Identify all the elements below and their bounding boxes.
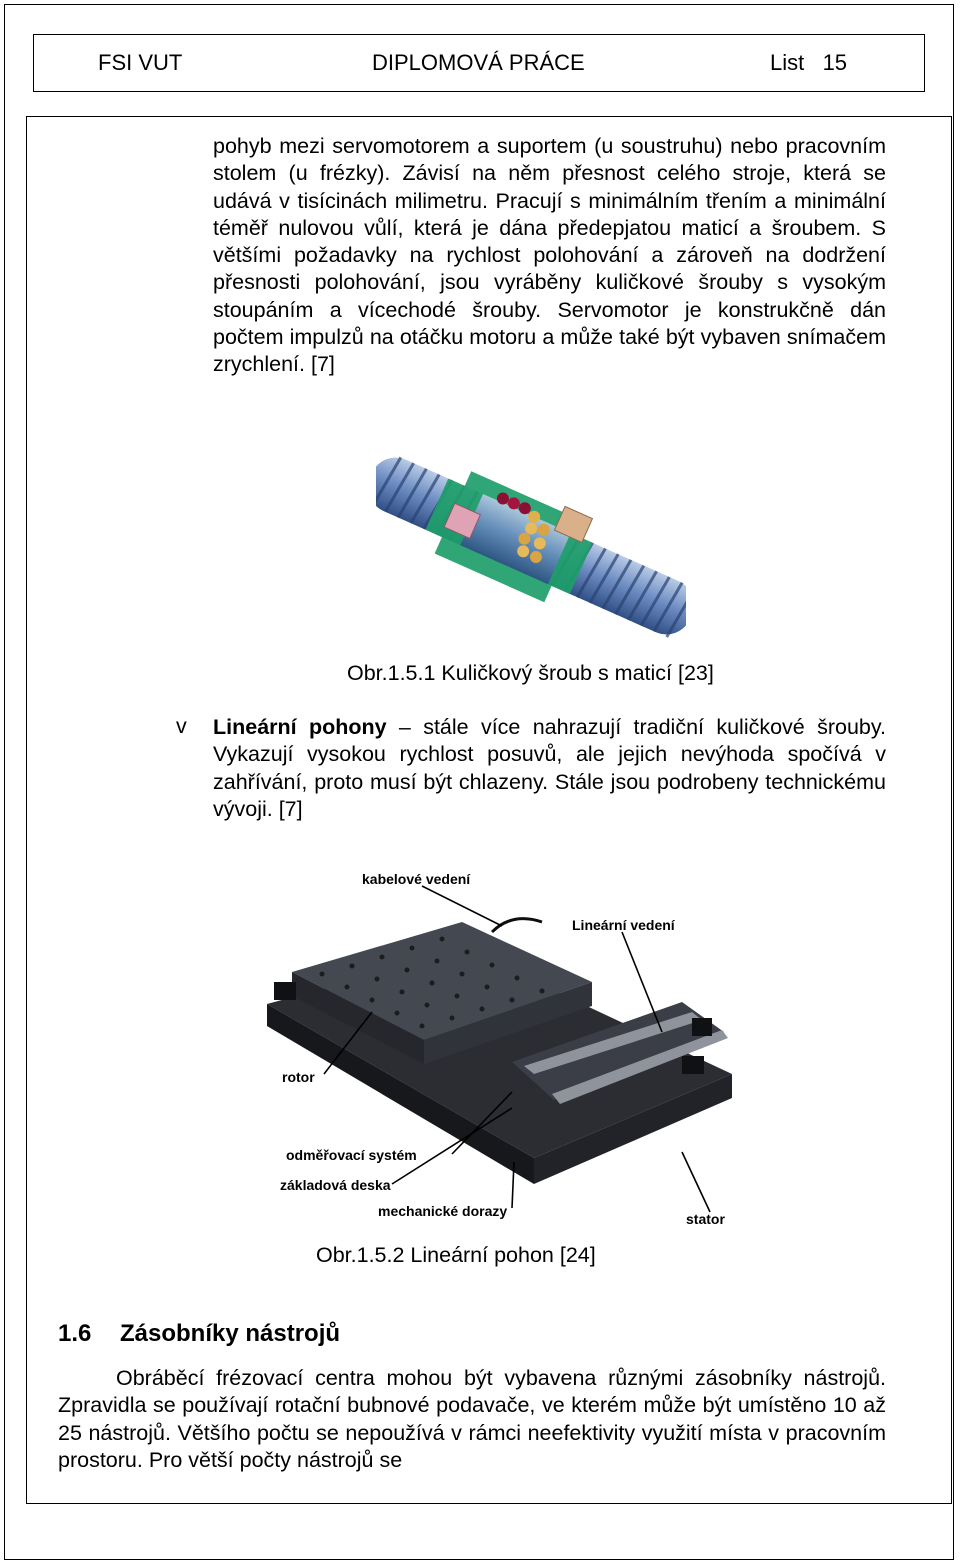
figure2-caption: Obr.1.5.2 Lineární pohon [24] (316, 1243, 596, 1267)
paragraph-ball-screws: pohyb mezi servomotorem a suportem (u soustruhu) nebo pracovním stolem (u frézky). Závisí na něm přesnost celého stroje, která se udává v tisícinách milimetru. Pracují s minimálním třením a minimální téměř nulovou vůlí, která je dána předepjatou maticí a šroubem. S většími požadavky na rychlost polohování a zároveň na dodržení přesnosti polohování, jsou vyráběny kuličkové šrouby s vysokým stoupáním a vícechodé šrouby. Servomotor je konstrukčně dán počtem impulzů na otáčku motoru a může také být vybaven snímačem zrychlení. [7] (213, 134, 886, 377)
label-stator: stator (686, 1211, 725, 1227)
header-page-number: List 15 (770, 50, 848, 75)
paragraph-linear-drives (213, 714, 886, 823)
header-faculty: FSI VUT (98, 50, 183, 75)
linear-drive-body (267, 919, 732, 1184)
figure1-caption: Obr.1.5.1 Kuličkový šroub s maticí [23] (347, 661, 714, 685)
bullet-marker: v (176, 714, 187, 738)
linear-drive-figure (262, 862, 750, 1234)
header-title: DIPLOMOVÁ PRÁCE (372, 50, 585, 75)
ball-screw-figure (376, 446, 686, 646)
section-number: 1.6 (58, 1320, 92, 1347)
label-cable-guide: kabelové vedení (362, 871, 471, 887)
label-linear-guide: Lineární vedení (572, 917, 675, 933)
label-rotor: rotor (282, 1069, 315, 1085)
label-mechanical-stops: mechanické dorazy (378, 1203, 508, 1219)
bullet-text: – stále více nahrazují tradiční kuličkové šrouby. Vykazují vysokou rychlost posuvů, ale jejich nevýhoda spočívá v zahřívání, proto musí být chlazeny. Stále jsou podrobeny technickému vývoji. [7] (213, 715, 886, 821)
label-base-plate: základová deska (280, 1177, 391, 1193)
page-header (33, 34, 925, 92)
section-heading (58, 1320, 340, 1348)
section-title: Zásobníky nástrojů (120, 1320, 341, 1347)
label-measuring-system: odměřovací systém (286, 1147, 417, 1163)
bullet-term: Lineární pohony (213, 715, 387, 739)
paragraph-tool-magazines: Obráběcí frézovací centra mohou být vybavena různými zásobníky nástrojů. Zpravidla se používají rotační bubnové podavače, ve kterém může být umístěno 10 až 25 nástrojů. Většího počtu se nepoužívá v rámci neefektivity využití místa v pracovním prostoru. Pro větší počty nástrojů se (58, 1366, 886, 1472)
